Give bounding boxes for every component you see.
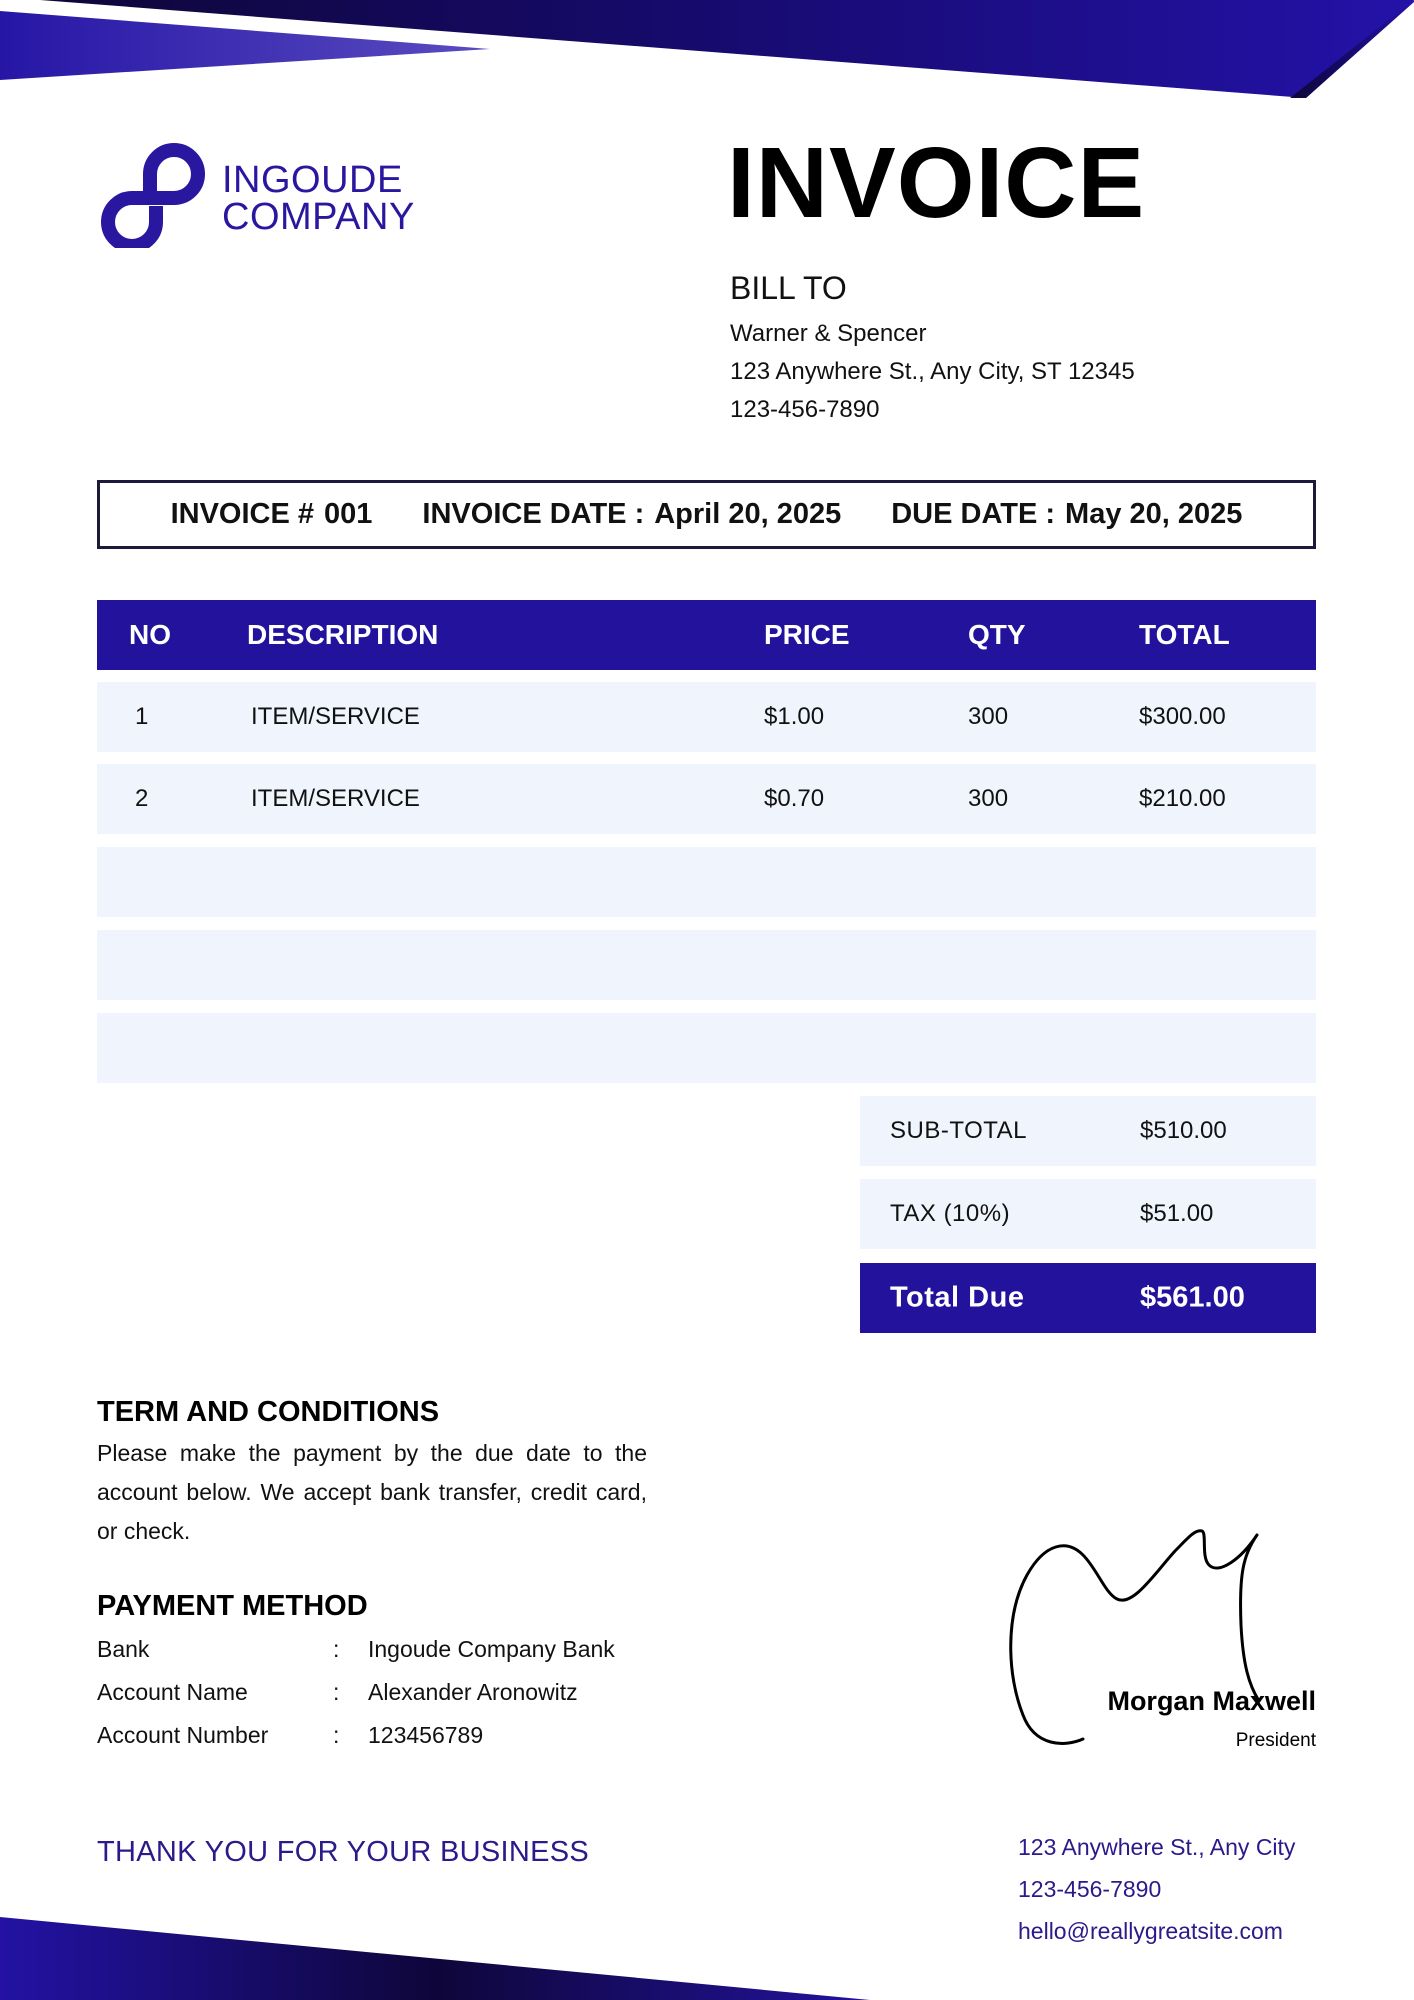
terms-heading: TERM AND CONDITIONS <box>97 1396 440 1428</box>
due-date-label: DUE DATE : <box>891 498 1056 530</box>
table-row-empty <box>97 1013 1316 1083</box>
company-name-line1: INGOUDE <box>222 159 403 201</box>
tax-row <box>860 1179 1316 1249</box>
infinity-loop-logo-icon <box>98 140 208 248</box>
invoice-date <box>422 498 841 531</box>
signatory-role: President <box>1235 1730 1316 1751</box>
column-header-no: NO <box>129 619 171 650</box>
payment-label-account-name: Account Name <box>97 1679 248 1705</box>
table-row <box>97 682 1316 752</box>
due-date-value: May 20, 2025 <box>1065 498 1243 530</box>
signature-icon <box>1005 1515 1275 1755</box>
footer-email-link[interactable]: hello@reallygreatsite.com <box>1018 1918 1283 1944</box>
footer-banner-shape <box>0 1917 870 2000</box>
total-due-label: Total Due <box>890 1281 1025 1314</box>
page-title: INVOICE <box>727 127 1146 239</box>
cell-no: 1 <box>135 703 149 730</box>
cell-description: ITEM/SERVICE <box>251 785 420 812</box>
column-header-description: DESCRIPTION <box>247 619 439 650</box>
payment-label-bank: Bank <box>97 1636 150 1662</box>
signatory-name: Morgan Maxwell <box>1107 1686 1316 1716</box>
payment-value-account-name: Alexander Aronowitz <box>368 1679 578 1705</box>
column-header-total: TOTAL <box>1139 619 1230 650</box>
thank-you-message: THANK YOU FOR YOUR BUSINESS <box>97 1836 590 1868</box>
cell-price: $1.00 <box>764 703 825 730</box>
bill-to-address: 123 Anywhere St., Any City, ST 12345 <box>730 358 1135 385</box>
invoice-date-label: INVOICE DATE : <box>422 498 645 530</box>
column-header-price: PRICE <box>764 619 850 650</box>
payment-separator: : <box>333 1636 340 1662</box>
payment-separator: : <box>333 1679 340 1705</box>
cell-total: $300.00 <box>1139 703 1226 730</box>
due-date <box>891 498 1242 531</box>
cell-description: ITEM/SERVICE <box>251 703 420 730</box>
footer-phone: 123-456-7890 <box>1018 1876 1162 1902</box>
terms-body: Please make the payment by the due date to the account below. We accept bank transfer, credit card, or check. <box>97 1440 647 1544</box>
table-row-empty <box>97 930 1316 1000</box>
cell-total: $210.00 <box>1139 785 1226 812</box>
company-name <box>222 159 415 238</box>
subtotal-label: SUB-TOTAL <box>890 1117 1027 1144</box>
table-row-empty <box>97 847 1316 917</box>
items-table-header <box>97 600 1316 670</box>
company-name-line2: COMPANY <box>222 196 415 238</box>
invoice-number-value: 001 <box>324 498 373 530</box>
payment-label-account-number: Account Number <box>97 1722 269 1748</box>
bill-to-name: Warner & Spencer <box>730 320 927 347</box>
cell-no: 2 <box>135 785 149 812</box>
bill-to-heading: BILL TO <box>730 270 847 306</box>
invoice-number <box>171 498 373 531</box>
cell-qty: 300 <box>968 785 1009 812</box>
payment-separator: : <box>333 1722 340 1748</box>
invoice-number-label: INVOICE # <box>170 498 315 530</box>
subtotal-row <box>860 1096 1316 1166</box>
payment-value-account-number: 123456789 <box>368 1722 484 1748</box>
cell-qty: 300 <box>968 703 1009 730</box>
total-due-row <box>860 1263 1316 1333</box>
tax-value: $51.00 <box>1140 1200 1214 1227</box>
footer-address: 123 Anywhere St., Any City <box>1018 1834 1296 1860</box>
invoice-info-box <box>97 480 1316 549</box>
payment-method-heading: PAYMENT METHOD <box>97 1590 368 1622</box>
column-header-qty: QTY <box>968 619 1026 650</box>
subtotal-value: $510.00 <box>1140 1117 1227 1144</box>
payment-value-bank: Ingoude Company Bank <box>368 1636 615 1662</box>
tax-label: TAX (10%) <box>890 1200 1011 1227</box>
total-due-value: $561.00 <box>1140 1281 1245 1314</box>
bill-to-phone: 123-456-7890 <box>730 396 880 423</box>
table-row <box>97 764 1316 834</box>
invoice-date-value: April 20, 2025 <box>654 498 842 530</box>
cell-price: $0.70 <box>764 785 825 812</box>
